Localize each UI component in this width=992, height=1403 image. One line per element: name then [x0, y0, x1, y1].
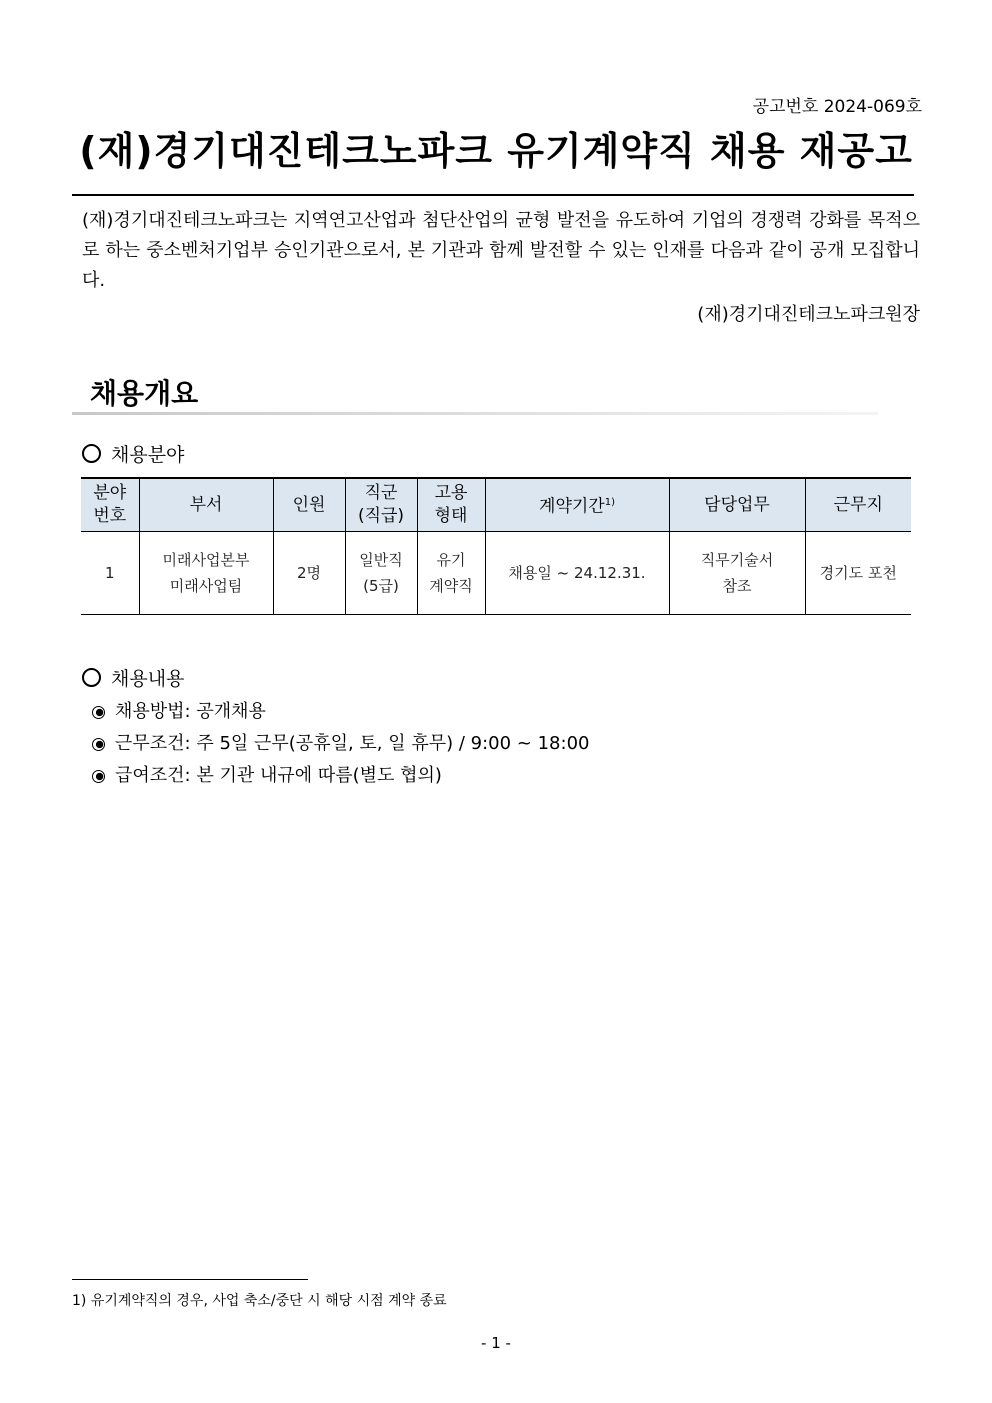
section-heading: 채용개요 — [90, 377, 199, 410]
cell-dept: 미래사업본부 미래사업팀 — [139, 532, 273, 615]
cell-period: 채용일 ~ 24.12.31. — [485, 532, 669, 615]
cell-grade: 일반직 (5급) — [345, 532, 417, 615]
page-title: (재)경기대진테크노파크 유기계약직 채용 재공고 — [79, 129, 913, 173]
col-header-period: 계약기간$^{1)}$ — [485, 478, 669, 532]
recruit-content-heading-text: 채용내용 — [111, 668, 185, 690]
col-header-type: 고용 형태 — [417, 478, 485, 532]
col-header-dept: 부서 — [139, 478, 273, 532]
recruit-content-heading — [82, 664, 184, 691]
section-divider — [72, 412, 878, 415]
recruit-table — [81, 477, 911, 615]
cell-type: 유기 계약직 — [417, 532, 485, 615]
circle-icon — [82, 444, 101, 463]
circle-icon — [82, 668, 101, 687]
title-divider — [72, 194, 914, 196]
recruit-field-heading-text: 채용분야 — [111, 444, 185, 466]
list-item: 채용방법: 공개채용 — [92, 696, 589, 728]
col-header-grade: 직군 (직급) — [345, 478, 417, 532]
recruit-content-list — [92, 696, 589, 792]
col-header-headcount: 인원 — [273, 478, 345, 532]
col-header-duty: 담당업무 — [669, 478, 805, 532]
col-header-location: 근무지 — [805, 478, 911, 532]
intro-paragraph: (재)경기대진테크노파크는 지역연고산업과 첨단산업의 균형 발전을 유도하여 기업의 경쟁력 강화를 목적으로 하는 중소벤처기업부 승인기관으로서, 본 기관과 함께 발전할 수 있는 인재를 다음과 같이 공개 모집합니다. — [82, 210, 920, 291]
bullet-icon — [92, 706, 105, 719]
signer: (재)경기대진테크노파크원장 — [697, 304, 920, 325]
footnote-mark: 1) — [604, 497, 615, 509]
recruit-field-heading — [82, 440, 184, 467]
bullet-icon — [92, 738, 105, 751]
notice-number: 공고번호 2024-069호 — [752, 97, 922, 117]
list-item: 근무조건: 주 5일 근무(공휴일, 토, 일 휴무) / 9:00 ~ 18:00 — [92, 728, 589, 760]
table-header-row — [81, 478, 911, 532]
footnote-divider — [72, 1279, 308, 1280]
cell-duty: 직무기술서 참조 — [669, 532, 805, 615]
col-header-no: 분야 번호 — [81, 478, 139, 532]
page-number: - 1 - — [481, 1334, 511, 1352]
table-row — [81, 532, 911, 615]
bullet-icon — [92, 770, 105, 783]
cell-headcount: 2명 — [273, 532, 345, 615]
cell-location: 경기도 포천 — [805, 532, 911, 615]
list-item: 급여조건: 본 기관 내규에 따름(별도 협의) — [92, 760, 589, 792]
cell-no: 1 — [81, 532, 139, 615]
footnote: 1) 유기계약직의 경우, 사업 축소/중단 시 해당 시점 계약 종료 — [72, 1293, 447, 1309]
